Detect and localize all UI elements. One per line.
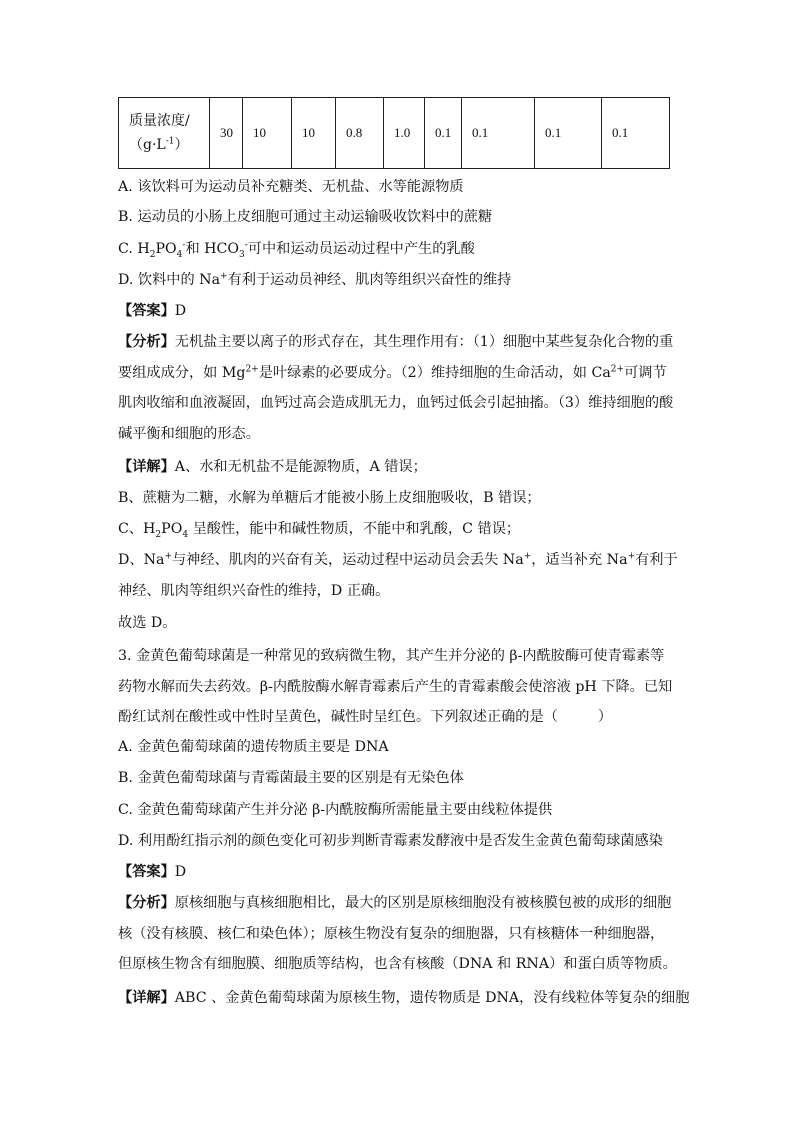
answer-value: D [174, 303, 187, 319]
text-span: D、Na [118, 552, 165, 568]
text-span: D. 饮料中的 Na [118, 272, 221, 288]
concentration-table [118, 97, 670, 169]
superscript: + [220, 271, 228, 282]
text-span: ，适当补充 Na [531, 552, 628, 568]
subscript: 2 [149, 249, 156, 260]
table-cell: 0.1 [462, 98, 535, 169]
text-span: 原核细胞与真核细胞相比，最大的区别是原核细胞没有被核膜包被的成形的细胞核（没有核膜、核仁和染色体）；原核生物没有复杂的细胞器，只有核糖体一种细胞器，但原核生物含有细胞膜、细胞质等结构，也含有核酸（DNA 和 RNA）和蛋白质等物质。 [118, 895, 677, 972]
q3-option-c: C. 金黄色葡萄球菌产生并分泌 β-内酰胺酶所需能量主要由线粒体提供 [118, 802, 553, 818]
text-span: 是叶绿素的必要成分。（2）维持细胞的生命活动，如 Ca [258, 364, 611, 381]
text-span: 和 HCO [185, 241, 240, 257]
q3-option-a: A. 金黄色葡萄球菌的遗传物质主要是 DNA [118, 739, 389, 755]
q3-stem [118, 641, 678, 733]
superscript: - [244, 240, 248, 251]
q2-option-b: B. 运动员的小肠上皮细胞可通过主动运输吸收饮料中的蔗糖 [118, 209, 493, 225]
q3-option-d: D. 利用酚红指示剂的颜色变化可初步判断青霉素发酵液中是否发生金黄色葡萄球菌感染 [118, 833, 663, 849]
text-span: ） [597, 709, 613, 725]
text-span: 可调节肌肉收缩和血液凝固，血钙过高会造成肌无力，血钙过低会引起抽搐。（3）维持细胞的酸碱平衡和细胞的形态。 [118, 364, 674, 442]
analysis-tag: 【分析】 [118, 334, 175, 350]
superscript: - [182, 240, 186, 251]
superscript: 2+ [245, 363, 259, 374]
text-span: C. H [118, 241, 150, 257]
superscript: + [164, 551, 172, 562]
table-cell: 10 [243, 98, 292, 169]
q2-detail-d [118, 545, 678, 606]
q3-answer [118, 862, 678, 882]
text-span: 与神经、肌肉的兴奋有关，运动过程中运动员会丢失 Na [171, 552, 524, 568]
header-line1: 质量浓度/ [129, 113, 190, 129]
text-span: 可中和运动员运动过程中产生的乳酸 [247, 241, 475, 257]
text-span: PO [155, 241, 177, 257]
detail-tag: 【详解】 [118, 459, 175, 475]
q2-conclusion: 故选 D。 [118, 615, 177, 631]
q2-option-d [118, 270, 678, 290]
header-close: ） [174, 137, 189, 153]
text-span: 有利于神经、肌肉等组织兴奋性的维持，D 正确。 [118, 552, 678, 599]
subscript: 4 [182, 529, 189, 540]
q3-analysis [118, 888, 678, 980]
q2-answer [118, 301, 678, 321]
table-cell: 30 [210, 98, 243, 169]
superscript: 2+ [610, 363, 625, 374]
q2-detail-a [118, 457, 678, 477]
answer-tag: 【答案】 [118, 864, 175, 880]
subscript: 3 [239, 249, 245, 260]
q2-option-c [118, 239, 678, 259]
table-cell: 0.1 [602, 98, 670, 169]
answer-tag: 【答案】 [118, 303, 175, 319]
header-line2: （g·L [129, 137, 166, 153]
q2-detail-b: B、蔗糖为二糖，水解为单糖后才能被小肠上皮细胞吸收，B 错误； [118, 490, 541, 506]
q2-analysis [118, 327, 678, 449]
answer-value: D [174, 864, 187, 880]
text-span: 有利于运动员神经、肌肉等组织兴奋性的维持 [227, 272, 512, 288]
subscript: 4 [176, 249, 183, 260]
table-cell: 0.1 [535, 98, 602, 169]
table-header-cell [119, 98, 210, 169]
q3-detail [118, 988, 690, 1008]
detail-tag: 【详解】 [118, 990, 175, 1006]
analysis-tag: 【分析】 [118, 895, 175, 911]
text-span: 呈酸性，能中和碱性物质，不能中和乳酸，C 错误； [188, 521, 521, 537]
text-span: 3. 金黄色葡萄球菌是一种常见的致病微生物，其产生并分泌的 β-内酰胺酶可使青霉素等药物水解而失去药效。β-内酰胺酶水解青霉素后产生的青霉素酸会使溶液 pH 下降。已知酚红试剂在酸性或中性时呈黄色，碱性时呈红色。下列叙述正确的是（ [118, 648, 673, 725]
text-span: C、H [118, 521, 156, 537]
superscript: + [523, 551, 532, 562]
q2-detail-c [118, 519, 678, 539]
text-span: PO [161, 521, 183, 537]
q2-option-a: A. 该饮料可为运动员补充糖类、无机盐、水等能源物质 [118, 179, 464, 195]
table-row [119, 98, 670, 169]
superscript: + [627, 551, 636, 562]
table-cell: 1.0 [384, 98, 425, 169]
q3-option-b: B. 金黄色葡萄球菌与青霉菌最主要的区别是有无染色体 [118, 770, 464, 786]
text-span: 无机盐主要以离子的形式存在，其生理作用有：（1）细胞中某些复杂化合物的重要组成成分，如 Mg [118, 334, 674, 381]
text-span: A、水和无机盐不是能源物质，A 错误； [174, 459, 427, 475]
text-span: ABC 、金黄色葡萄球菌为原核生物，遗传物质是 DNA，没有线粒体等复杂的细胞 [174, 990, 690, 1006]
table-cell: 0.1 [425, 98, 462, 169]
subscript: 2 [155, 529, 162, 540]
table-cell: 0.8 [336, 98, 384, 169]
table-cell: 10 [292, 98, 336, 169]
header-unit-sup: -1 [165, 136, 175, 147]
